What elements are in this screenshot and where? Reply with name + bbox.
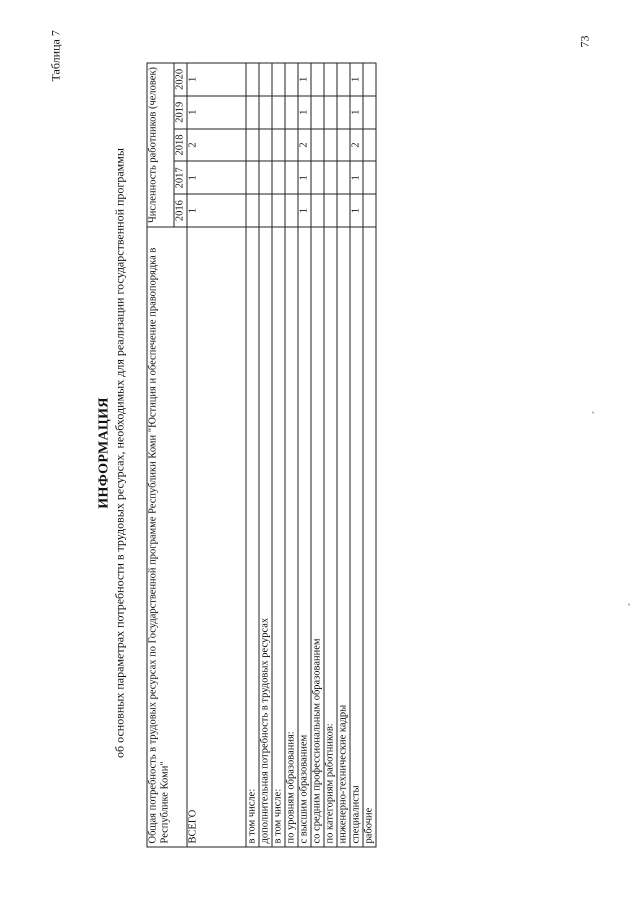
row-value <box>324 62 337 95</box>
row-value <box>259 194 272 227</box>
row-label: с высшим образованием <box>298 227 311 847</box>
row-label: рабочие <box>363 227 376 847</box>
row-label: в том числе: <box>246 227 259 847</box>
row-value <box>324 161 337 194</box>
row-value <box>363 161 376 194</box>
row-value <box>337 128 350 161</box>
table-row <box>246 62 259 846</box>
table-row <box>350 62 363 846</box>
row-value: 2 <box>187 128 246 161</box>
row-label: в том числе: <box>272 227 285 847</box>
row-value <box>324 95 337 128</box>
row-label: инженерно-технические кадры <box>337 227 350 847</box>
row-value <box>311 62 324 95</box>
row-value: 2 <box>298 128 311 161</box>
year-header: 2016 <box>174 194 187 227</box>
year-header: 2019 <box>174 95 187 128</box>
row-label: со средним профессиональным образованием <box>311 227 324 847</box>
labor-resources-table <box>146 62 376 847</box>
row-value <box>246 128 259 161</box>
table-row <box>337 62 350 846</box>
scan-speck <box>628 603 629 605</box>
row-value <box>363 194 376 227</box>
table-row <box>298 62 311 846</box>
row-value <box>324 194 337 227</box>
table-row <box>272 62 285 846</box>
row-value <box>363 128 376 161</box>
scan-speck <box>592 411 593 413</box>
row-value <box>311 194 324 227</box>
table-number-label: Таблица 7 <box>48 29 62 81</box>
table-row <box>311 62 324 846</box>
row-value: 1 <box>350 194 363 227</box>
group-header-cell: Численность работников (человек) <box>147 62 174 226</box>
row-value <box>337 161 350 194</box>
row-value <box>272 95 285 128</box>
row-value <box>324 128 337 161</box>
row-value <box>311 161 324 194</box>
row-value <box>311 128 324 161</box>
row-value: 1 <box>187 62 246 95</box>
row-value <box>337 62 350 95</box>
row-value: 1 <box>187 194 246 227</box>
row-value <box>259 128 272 161</box>
row-value: 1 <box>298 194 311 227</box>
row-value: 1 <box>298 62 311 95</box>
row-label: по уровням образования: <box>285 227 298 847</box>
row-value <box>246 194 259 227</box>
row-label: дополнительная потребность в трудовых ресурсах <box>259 227 272 847</box>
row-value <box>285 62 298 95</box>
row-value: 1 <box>298 95 311 128</box>
row-label: ВСЕГО <box>187 227 246 847</box>
table-row <box>324 62 337 846</box>
row-value: 1 <box>187 95 246 128</box>
table-row-total <box>187 62 246 846</box>
row-value: 2 <box>350 128 363 161</box>
row-value <box>259 62 272 95</box>
year-header: 2020 <box>174 62 187 95</box>
row-value <box>246 62 259 95</box>
row-value <box>259 161 272 194</box>
row-value: 1 <box>350 62 363 95</box>
row-value <box>337 194 350 227</box>
row-value <box>272 128 285 161</box>
row-value: 1 <box>298 161 311 194</box>
row-label: специалисты <box>350 227 363 847</box>
row-value <box>246 161 259 194</box>
row-value <box>285 95 298 128</box>
row-value <box>311 95 324 128</box>
document-title: ИНФОРМАЦИЯ <box>96 396 111 509</box>
row-value <box>337 95 350 128</box>
row-value <box>246 95 259 128</box>
row-value <box>363 95 376 128</box>
table-row <box>285 62 298 846</box>
year-header: 2017 <box>174 161 187 194</box>
year-header: 2018 <box>174 128 187 161</box>
row-value: 1 <box>350 161 363 194</box>
row-value: 1 <box>187 161 246 194</box>
document-subtitle: об основных параметрах потребности в трудовых ресурсах, необходимых для реализации государственной программы <box>112 147 126 758</box>
row-value <box>285 194 298 227</box>
row-value <box>259 95 272 128</box>
row-value <box>285 128 298 161</box>
table-row <box>363 62 376 846</box>
row-value <box>363 62 376 95</box>
row-value <box>272 161 285 194</box>
row-label: по категориям работников: <box>324 227 337 847</box>
table-row <box>259 62 272 846</box>
page-number: 73 <box>577 35 591 47</box>
row-header-cell: Общая потребность в трудовых ресурсах по Государственной программе Республики Коми "Юстиция и обеспечение правопорядка в Республике Коми" <box>147 227 187 847</box>
row-value <box>272 194 285 227</box>
row-value <box>272 62 285 95</box>
row-value <box>285 161 298 194</box>
row-value: 1 <box>350 95 363 128</box>
